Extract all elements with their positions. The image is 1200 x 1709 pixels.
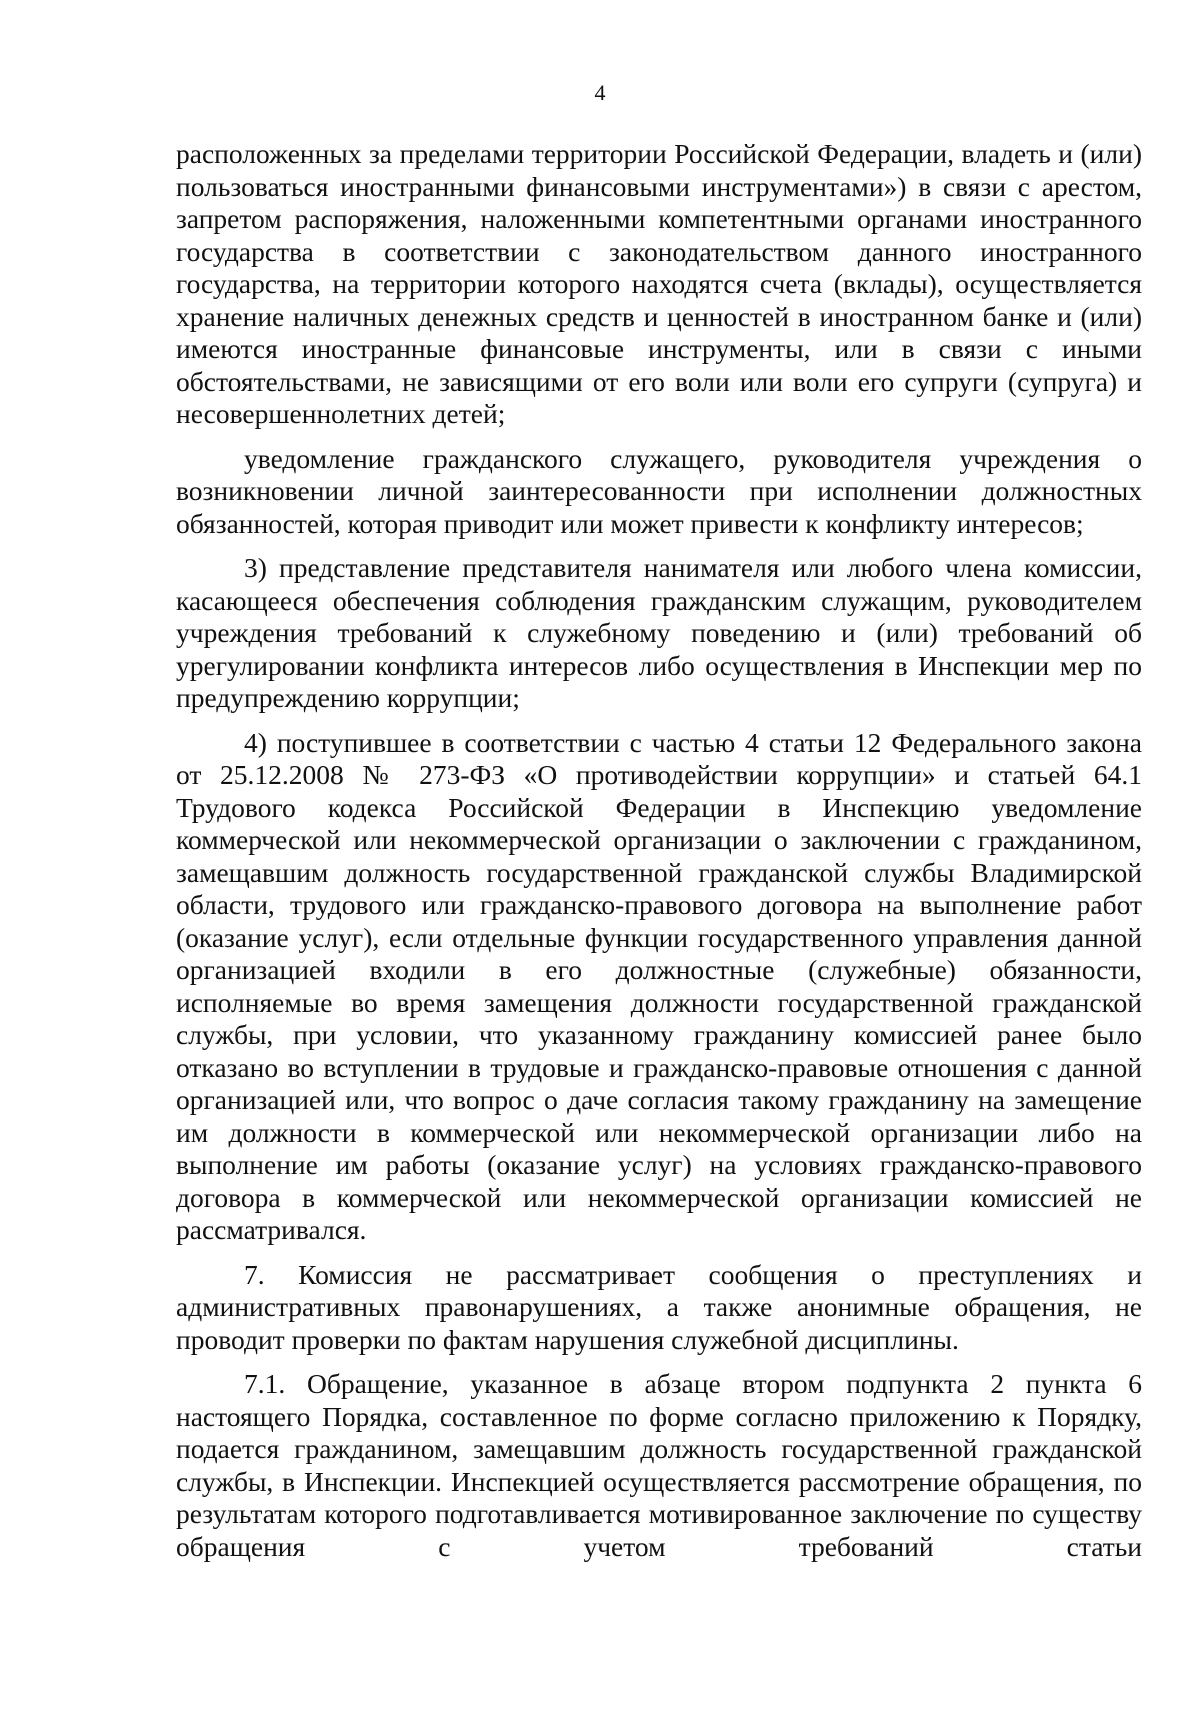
paragraph-clause-7-1: 7.1. Обращение, указанное в абзаце втором подпункта 2 пункта 6 настоящего Порядка, составленное по форме согласно приложению к Порядку, подается гражданином, замещавшим должность государственной гражданской службы, в Инспекции. Инспекцией осуществляется рассмотрение обращения, по результатам которого подготавливается мотивированное заключение по существу обращения с учетом требований статьи	[176, 1368, 1142, 1562]
paragraph-clause-7: 7. Комиссия не рассматривает сообщения о преступлениях и административных правонарушениях, а также анонимные обращения, не проводит проверки по фактам нарушения служебной дисциплины.	[176, 1258, 1142, 1355]
page-number: 4	[594, 80, 606, 105]
paragraph-item-4: 4) поступившее в соответствии с частью 4 статьи 12 Федерального закона от 25.12.2008 № 273-ФЗ «О противодействии коррупции» и статьей 64.1 Трудового кодекса Российской Федерации в Инспекцию уведомление коммерческой или некоммерческой организации о заключении с гражданином, замещавшим должность государственной гражданской службы Владимирской области, трудового или гражданско-правового договора на выполнение работ (оказание услуг), если отдельные функции государственного управления данной организацией входили в его должностные (служебные) обязанности, исполняемые во время замещения должности государственной гражданской службы, при условии, что указанному гражданину комиссией ранее было отказано во вступлении в трудовые и гражданско-правовые отношения с данной организацией или, что вопрос о даче согласия такому гражданину на замещение им должности в коммерческой или некоммерческой организации либо на выполнение им работы (оказание услуг) на условиях гражданско-правового договора в коммерческой или некоммерческой организации комиссией не рассматривался.	[176, 726, 1142, 1245]
paragraph-notification: уведомление гражданского служащего, руководителя учреждения о возникновении личной заинтересованности при исполнении должностных обязанностей, которая приводит или может привести к конфликту интересов;	[176, 442, 1142, 539]
document-body	[176, 138, 1142, 1563]
paragraph-item-3: 3) представление представителя нанимателя или любого члена комиссии, касающееся обеспечения соблюдения гражданским служащим, руководителем учреждения требований к служебному поведению и (или) требований об урегулировании конфликта интересов либо осуществления в Инспекции мер по предупреждению коррупции;	[176, 552, 1142, 713]
paragraph-continuation: расположенных за пределами территории Российской Федерации, владеть и (или) пользоваться иностранными финансовыми инструментами») в связи с арестом, запретом распоряжения, наложенными компетентными органами иностранного государства в соответствии с законодательством данного иностранного государства, на территории которого находятся счета (вклады), осуществляется хранение наличных денежных средств и ценностей в иностранном банке и (или) имеются иностранные финансовые инструменты, или в связи с иными обстоятельствами, не зависящими от его воли или воли его супруги (супруга) и несовершеннолетних детей;	[176, 138, 1142, 429]
